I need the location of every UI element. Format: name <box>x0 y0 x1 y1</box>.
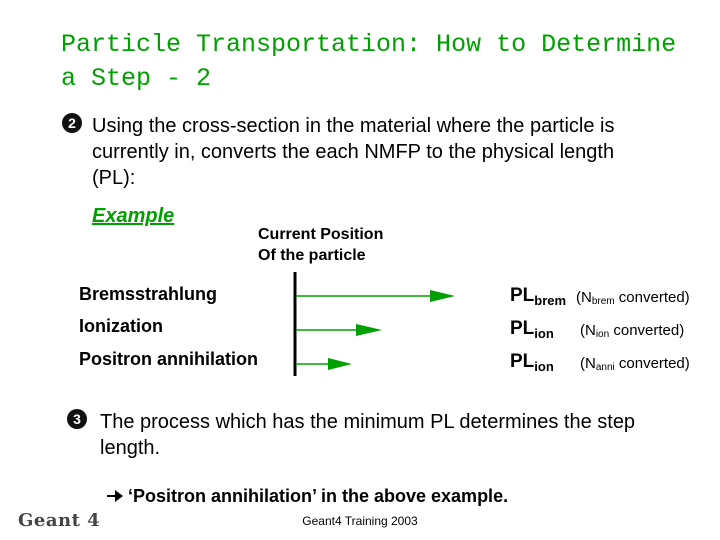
conv-anni-close: converted) <box>614 355 690 372</box>
bullet-number-3-icon: 3 <box>67 409 87 429</box>
bullet-number-2-icon: 2 <box>62 113 82 133</box>
conv-brem-sub: brem <box>591 296 615 307</box>
geant4-logo: Geant 4 <box>18 510 101 531</box>
conv-ion-open: (N <box>580 322 596 339</box>
conv-brem <box>576 289 690 307</box>
pl-ion-text: PL <box>510 318 535 339</box>
pl-brem-text: PL <box>510 285 535 306</box>
pl-brem-sub: brem <box>534 293 567 308</box>
slide-title: Particle Transportation: How to Determine a Step - 2 <box>61 30 677 93</box>
current-position-line-1: Current Position <box>258 226 384 243</box>
ion-arrow-head <box>356 324 382 336</box>
process-brem-label: Bremsstrahlung <box>79 284 218 304</box>
pl-brem <box>510 285 566 308</box>
conclusion-text: ‘Positron annihilation’ in the above example. <box>128 486 509 506</box>
pl-ion-sub: ion <box>534 326 554 341</box>
conv-anni-open: (N <box>580 355 596 372</box>
pl-anni-sub: ion <box>534 359 554 374</box>
pl-anni <box>510 351 554 374</box>
conv-brem-open: (N <box>576 289 592 306</box>
process-anni-label: Positron annihilation <box>79 349 258 369</box>
bullet-3-text: The process which has the minimum PL determines the step length. <box>100 411 636 459</box>
pl-anni-text: PL <box>510 351 535 372</box>
conv-ion-close: converted) <box>609 322 685 339</box>
conv-anni <box>580 355 690 373</box>
example-label: Example <box>92 205 175 227</box>
footer-text: Geant4 Training 2003 <box>302 514 418 528</box>
process-ion-label: Ionization <box>79 316 163 336</box>
conv-anni-sub: anni <box>595 362 615 373</box>
brem-arrow-head <box>430 290 455 302</box>
anni-arrow-head <box>328 358 352 370</box>
conv-ion-sub: ion <box>595 329 610 340</box>
pl-ion <box>510 318 554 341</box>
current-position-line-2: Of the particle <box>258 247 366 264</box>
conv-brem-close: converted) <box>614 289 690 306</box>
conv-ion <box>580 322 684 340</box>
right-arrow-icon <box>106 489 124 503</box>
bullet-2-text: Using the cross-section in the material where the particle is currently in, converts the each NMFP to the physical length (PL): <box>92 115 615 189</box>
conclusion-line <box>106 486 508 507</box>
